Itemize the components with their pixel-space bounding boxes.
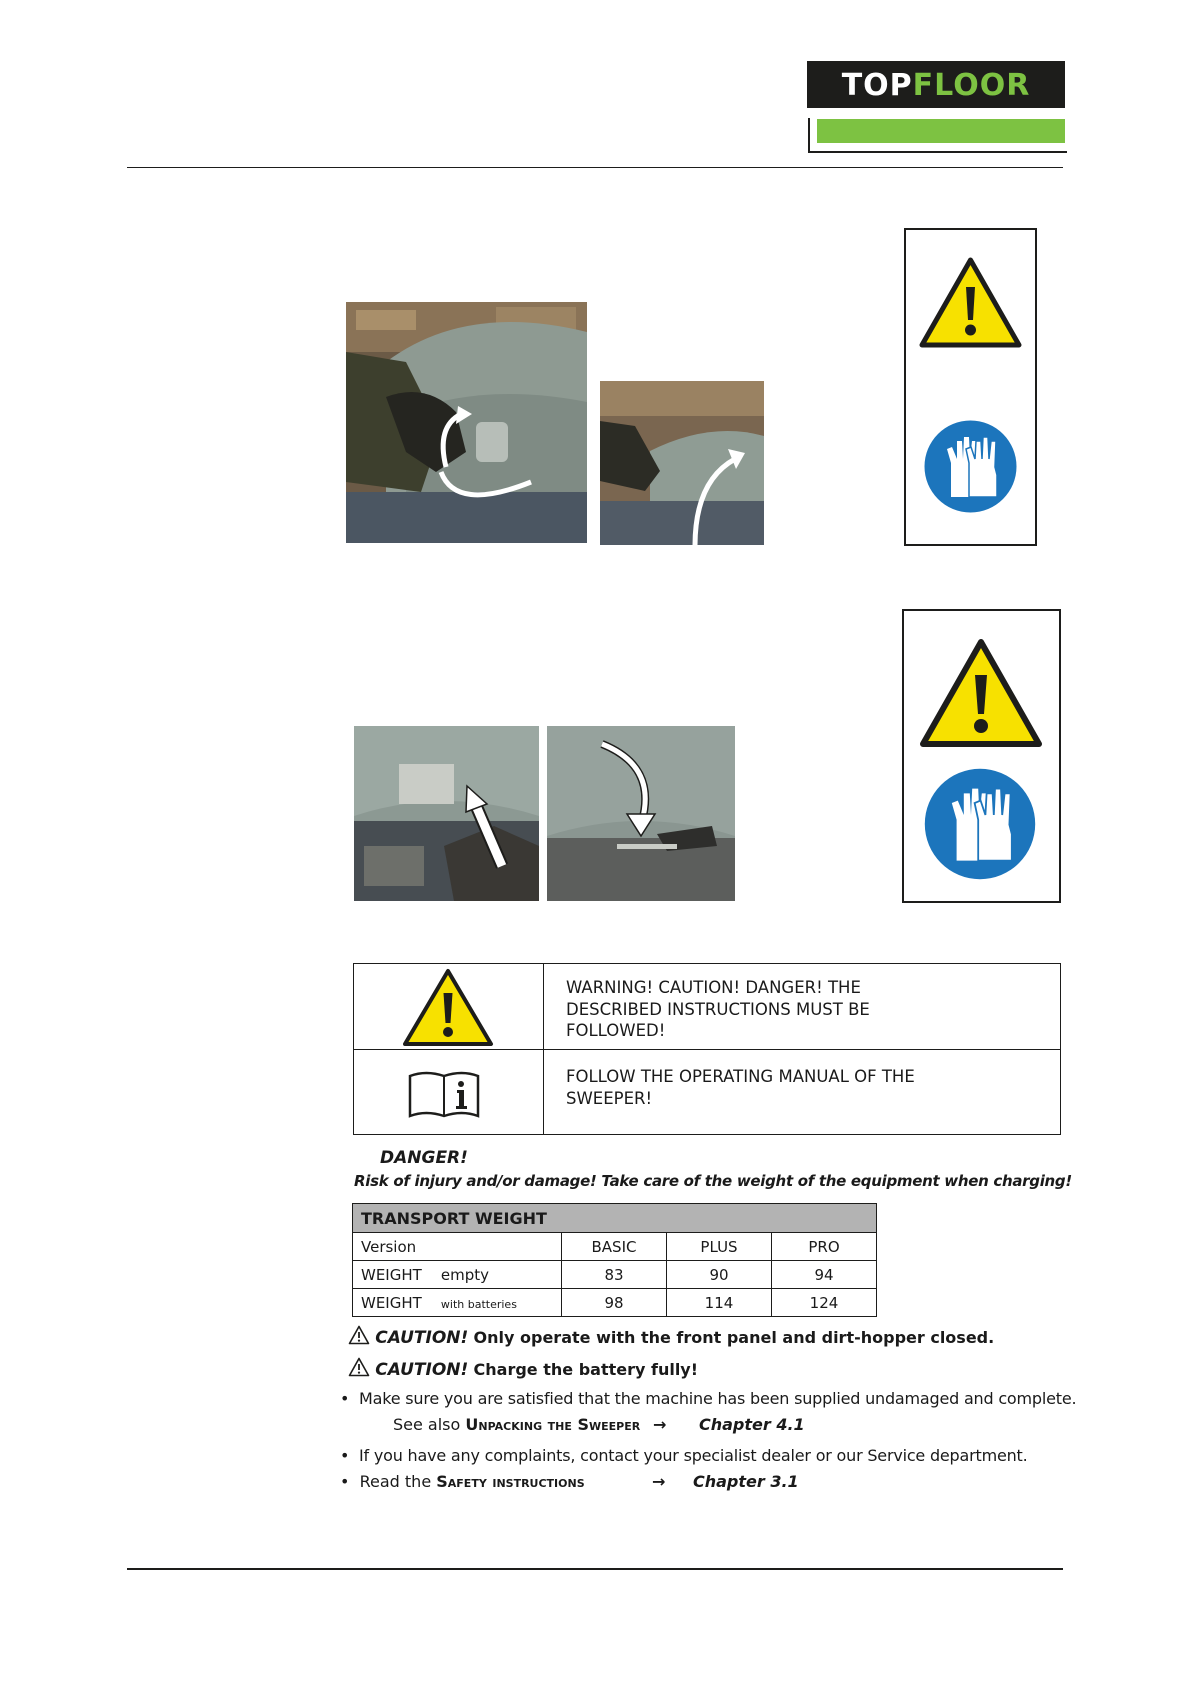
info-text-line: FOLLOWED!: [566, 1021, 666, 1040]
chapter-link[interactable]: Chapter 4.1: [699, 1415, 805, 1434]
weight-label: WEIGHT: [361, 1265, 422, 1284]
weight-sub: with batteries: [440, 1297, 517, 1311]
table-cell: 83: [562, 1261, 667, 1289]
caution-label: CAUTION!: [375, 1328, 469, 1348]
header-rule: [127, 167, 1063, 168]
chapter-link[interactable]: Chapter 3.1: [693, 1472, 799, 1491]
safety-signs-panel-2: [902, 609, 1061, 903]
logo-text-top: TOP: [841, 68, 913, 103]
list-item: [340, 1389, 1076, 1408]
gloves-required-icon: [923, 419, 1018, 514]
manual-info-icon: [408, 1070, 480, 1118]
bullet-text: If you have any complaints, contact your specialist dealer or our Service department.: [359, 1446, 1028, 1465]
table-cell: 114: [667, 1289, 772, 1317]
read-prefix: Read the: [359, 1472, 432, 1491]
caution-label: CAUTION!: [375, 1360, 469, 1380]
logo-text-floor: FLOOR: [912, 68, 1031, 103]
info-row-manual: [354, 1050, 1060, 1134]
bullet-text: Make sure you are satisfied that the machine has been supplied undamaged and complete.: [359, 1389, 1077, 1408]
info-row-warning: [354, 964, 1060, 1050]
danger-text: Risk of injury and/or damage! Take care of the weight of the equipment when charging!: [354, 1172, 1072, 1190]
cross-reference: Safety instructions: [436, 1472, 585, 1491]
safety-info-table: [353, 963, 1061, 1135]
logo-green-bar: [817, 119, 1065, 143]
table-header-cell: PRO: [772, 1233, 877, 1261]
caution-text: Charge the battery fully!: [473, 1360, 699, 1379]
table-row-label: [353, 1261, 562, 1289]
photo-lift-cover: [600, 381, 764, 545]
caution-triangle-icon: [348, 1325, 370, 1345]
weight-label: WEIGHT: [361, 1293, 422, 1312]
list-item-see-also: [393, 1415, 805, 1434]
table-cell: 124: [772, 1289, 877, 1317]
see-also-prefix: See also: [393, 1415, 461, 1434]
photo-unlock-cover: [346, 302, 587, 543]
warning-triangle-icon: [402, 968, 494, 1048]
list-item-read: [340, 1472, 799, 1491]
weight-sub: empty: [440, 1265, 490, 1284]
bullet: •: [340, 1446, 350, 1465]
transport-weight-table: [352, 1203, 877, 1317]
table-header-cell: PLUS: [667, 1233, 772, 1261]
table-cell: 90: [667, 1261, 772, 1289]
info-text-line: DESCRIBED INSTRUCTIONS MUST BE: [566, 999, 870, 1019]
info-text-line: FOLLOW THE OPERATING MANUAL OF THE: [566, 1067, 915, 1086]
table-cell: 94: [772, 1261, 877, 1289]
table-header-cell: BASIC: [562, 1233, 667, 1261]
company-logo: [807, 61, 1065, 108]
warning-triangle-icon: [919, 639, 1043, 749]
caution-line-2: [348, 1357, 698, 1380]
list-item: [340, 1446, 1028, 1465]
caution-line-1: [348, 1325, 994, 1348]
info-text-line: SWEEPER!: [566, 1088, 653, 1108]
photo-close-cover: [547, 726, 735, 901]
info-text-line: WARNING! CAUTION! DANGER! THE: [566, 978, 861, 997]
safety-signs-panel-1: [904, 228, 1037, 546]
footer-rule: [127, 1568, 1063, 1570]
table-header-cell: Version: [353, 1233, 562, 1261]
gloves-required-icon: [923, 767, 1037, 881]
photo-hinge-lift: [354, 726, 539, 901]
bullet: •: [340, 1472, 350, 1491]
arrow-icon: →: [653, 1415, 667, 1434]
table-cell: 98: [562, 1289, 667, 1317]
table-row: [353, 1261, 877, 1289]
warning-triangle-icon: [919, 257, 1022, 349]
weight-table-title: TRANSPORT WEIGHT: [353, 1204, 877, 1233]
caution-triangle-icon: [348, 1357, 370, 1377]
table-row-label: [353, 1289, 562, 1317]
table-row: [353, 1289, 877, 1317]
arrow-icon: →: [652, 1472, 666, 1491]
bullet: •: [340, 1389, 350, 1408]
cross-reference: Unpacking the Sweeper: [465, 1415, 641, 1434]
table-row: [353, 1233, 877, 1261]
caution-text: Only operate with the front panel and dirt-hopper closed.: [473, 1328, 995, 1347]
danger-title: DANGER!: [380, 1148, 468, 1168]
